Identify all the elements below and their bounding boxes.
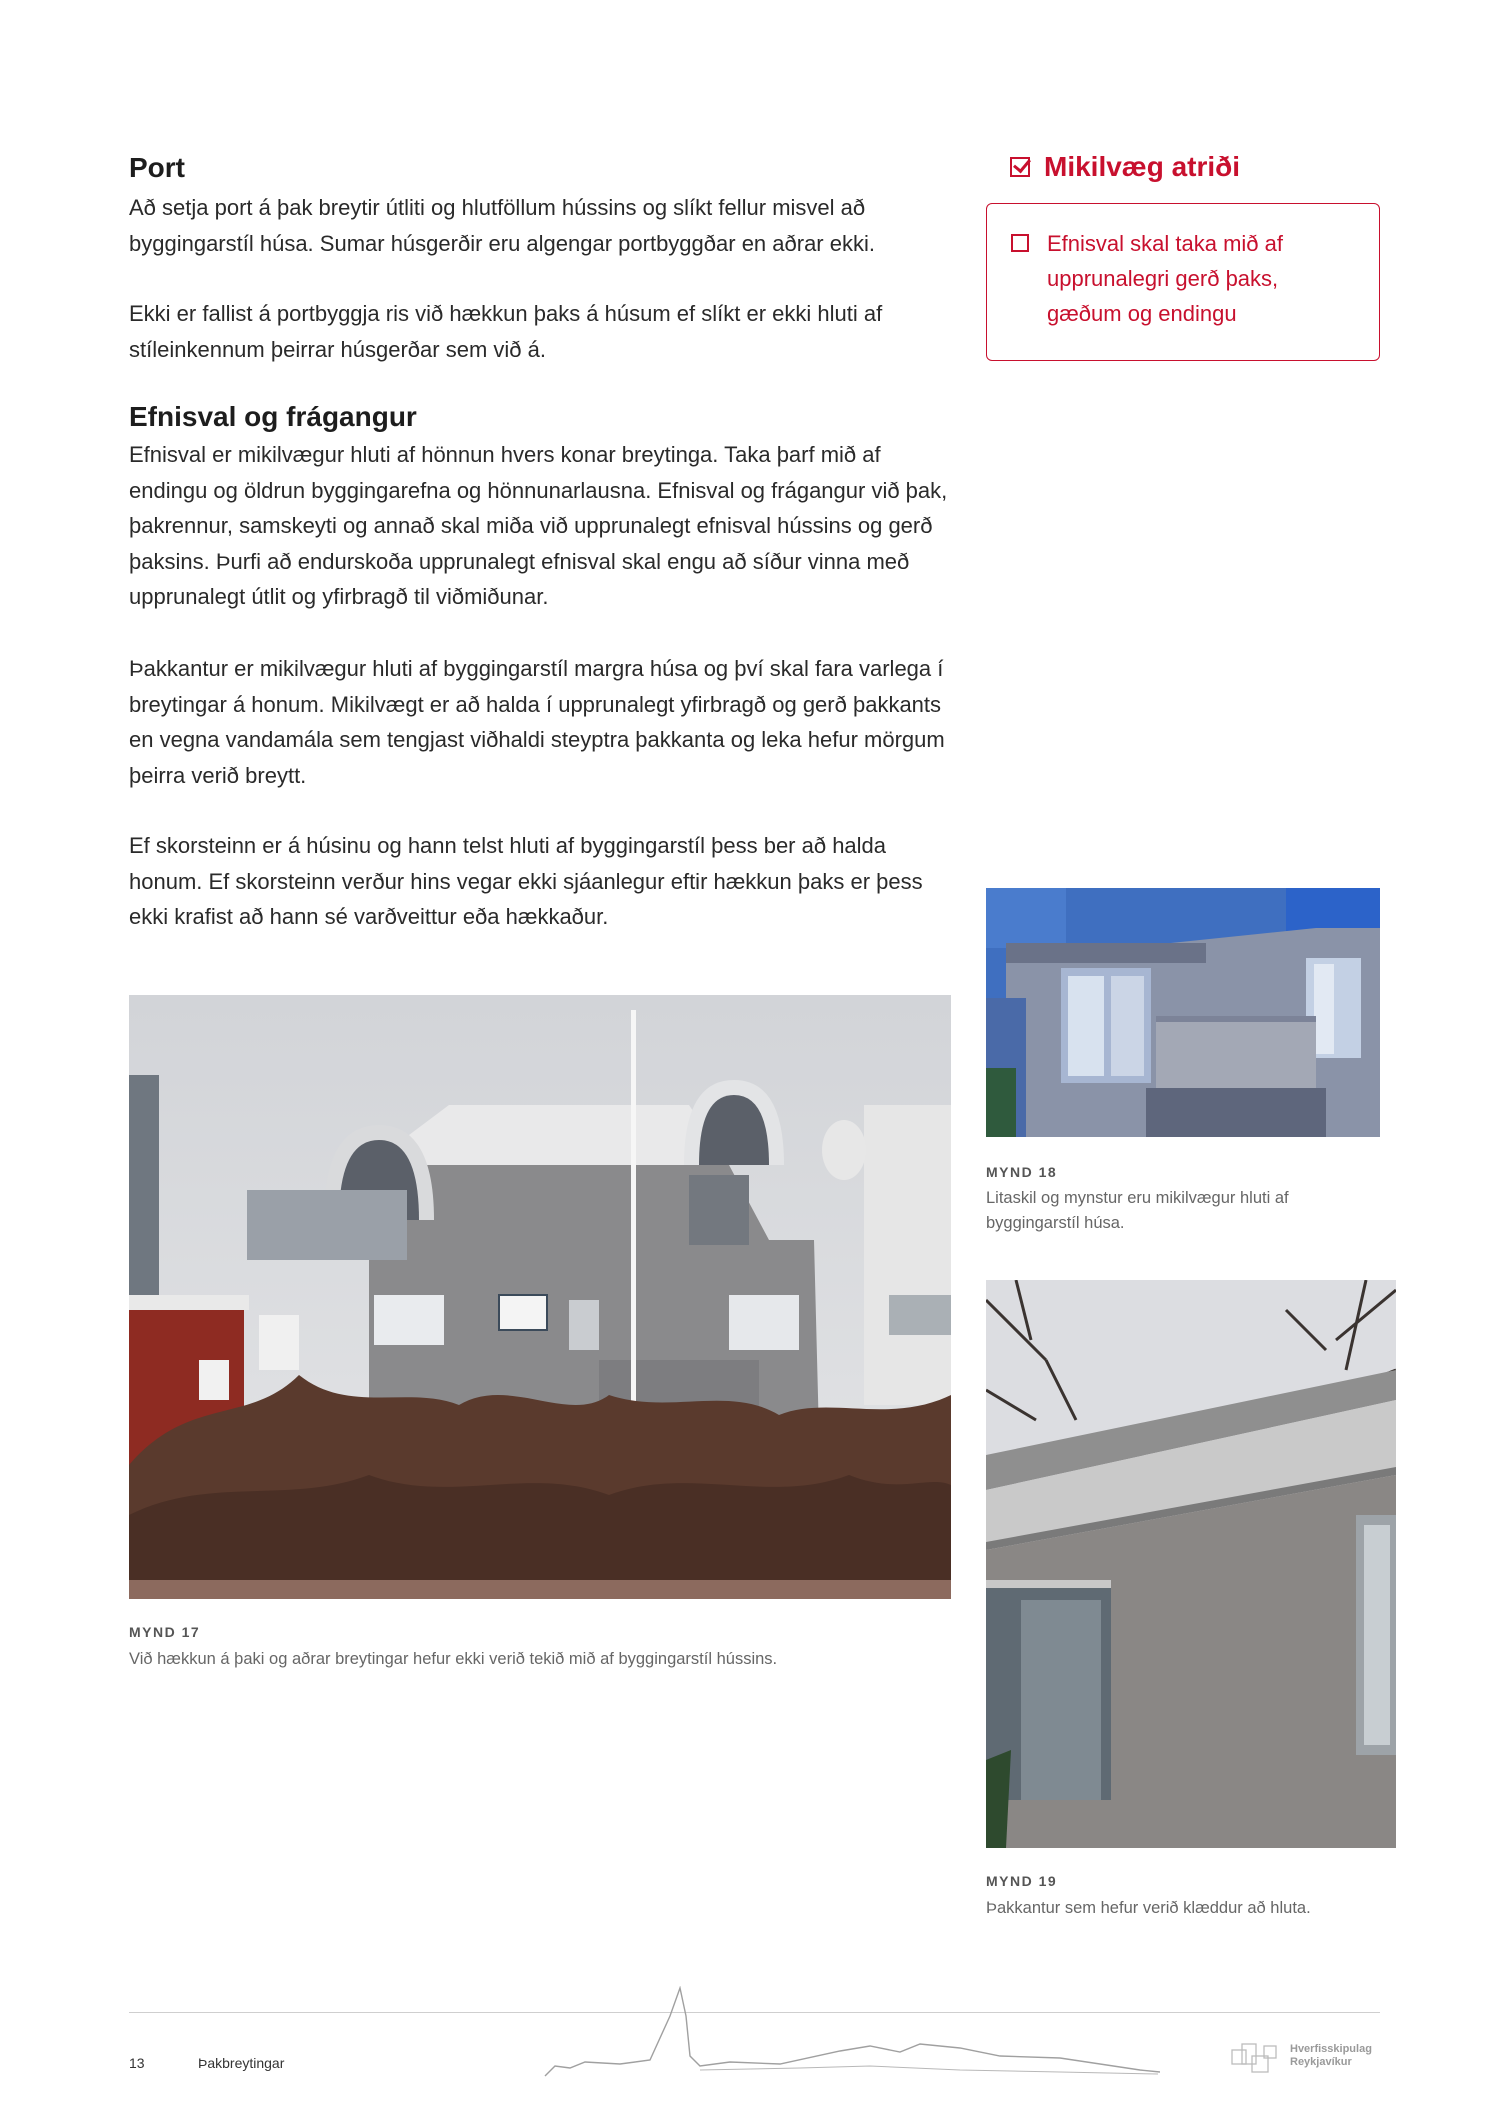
city-skyline-illustration bbox=[540, 1986, 1160, 2086]
figure-17-label: MYND 17 bbox=[129, 1624, 201, 1640]
figure-18-label: MYND 18 bbox=[986, 1164, 1058, 1180]
checkbox-icon bbox=[1011, 234, 1029, 252]
logo-line: Reykjavíkur bbox=[1290, 2056, 1352, 2068]
key-point-text: Efnisval skal taka mið af upprunalegri gerð þaks, gæðum og endingu bbox=[1047, 231, 1283, 326]
checkbox-checked-icon bbox=[1010, 157, 1030, 177]
key-points-title: Mikilvæg atriði bbox=[1044, 151, 1241, 182]
page-number: 13 bbox=[129, 2055, 145, 2071]
figure-19-photo bbox=[986, 1280, 1396, 1848]
footer-section-title: Þakbreytingar bbox=[198, 2055, 285, 2071]
section-heading-port: Port bbox=[129, 152, 185, 183]
key-point-item bbox=[1011, 226, 1351, 331]
hverfisskipulag-logo-icon bbox=[1228, 2040, 1283, 2076]
paragraph: Að setja port á þak breytir útliti og hlutföllum hússins og slíkt fellur misvel að byggingarstíl húsa. Sumar húsgerðir eru algengar portbyggðar en aðrar ekki. bbox=[129, 195, 875, 256]
key-points-heading bbox=[1010, 151, 1240, 183]
paragraph: Ef skorsteinn er á húsinu og hann telst hluti af byggingarstíl þess ber að halda honum. Ef skorsteinn verður hins vegar ekki sjáanlegur eftir hækkun þaks er þess ekki krafist að hann sé varðveittur eða hækkaður. bbox=[129, 833, 923, 929]
paragraph: Efnisval er mikilvægur hluti af hönnun hvers konar breytinga. Taka þarf mið af endingu og öldrun byggingarefna og hönnunarlausna. Efnisval og frágangur við þak, þakrennur, samskeyti og annað skal miða við upprunalegt efnisval hússins og gerð þaksins. Þurfi að endurskoða upprunalegt efnisval skal engu að síður vinna með upprunalegt útlit og yfirbragð til viðmiðunar. bbox=[129, 442, 948, 609]
paragraph: Ekki er fallist á portbyggja ris við hækkun þaks á húsum ef slíkt er ekki hluti af stíleinkennum þeirrar húsgerðar sem við á. bbox=[129, 301, 883, 362]
figure-19-caption: Þakkantur sem hefur verið klæddur að hluta. bbox=[986, 1899, 1311, 1917]
figure-17-photo bbox=[129, 995, 951, 1599]
figure-17-caption: Við hækkun á þaki og aðrar breytingar hefur ekki verið tekið mið af byggingarstíl hússins. bbox=[129, 1650, 778, 1668]
paragraph: Þakkantur er mikilvægur hluti af byggingarstíl margra húsa og því skal fara varlega í breytingar á honum. Mikilvægt er að halda í upprunalegt yfirbragð og gerð þakkants en vegna vandamála sem tengjast viðhaldi steyptra þakkanta og leka hefur mörgum þeirra verið breytt. bbox=[129, 656, 945, 788]
figure-18-caption: Litaskil og mynstur eru mikilvægur hluti af byggingarstíl húsa. bbox=[986, 1189, 1289, 1232]
logo-text bbox=[1290, 2043, 1372, 2069]
key-points-box bbox=[986, 203, 1380, 361]
logo-line: Hverfisskipulag bbox=[1290, 2043, 1372, 2055]
section-heading-efnisval: Efnisval og frágangur bbox=[129, 401, 417, 432]
figure-19-label: MYND 19 bbox=[986, 1873, 1058, 1889]
figure-18-photo bbox=[986, 888, 1380, 1137]
